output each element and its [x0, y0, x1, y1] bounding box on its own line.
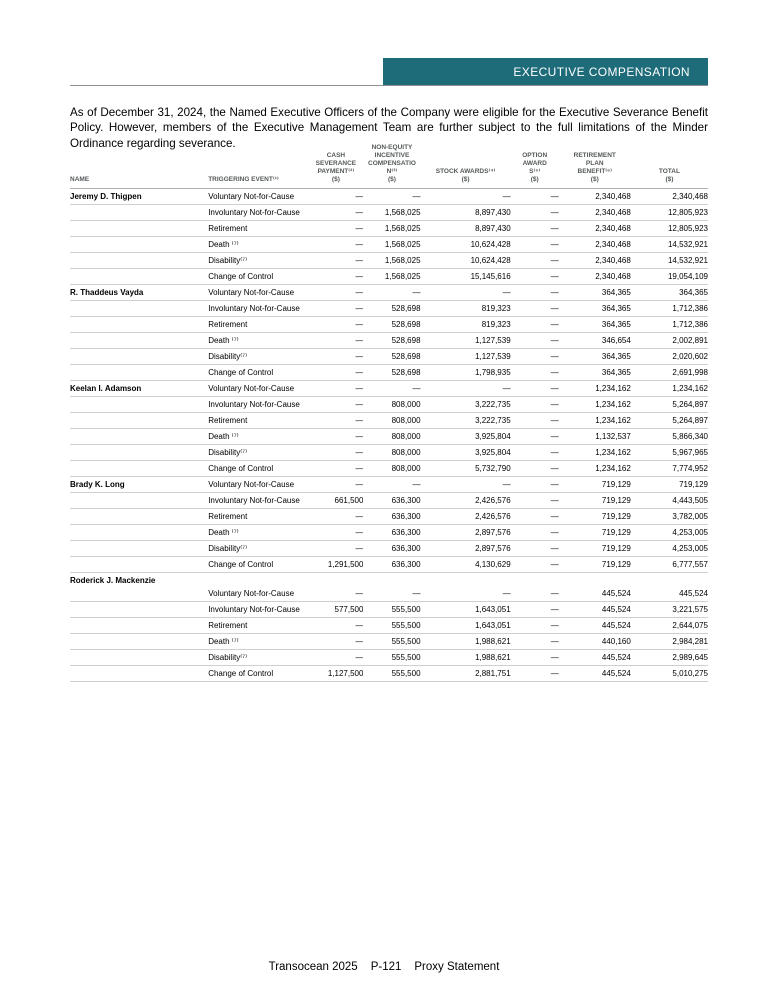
value-cell-retirement: 364,365 — [559, 285, 631, 301]
value-cell-non-equity: 636,300 — [363, 525, 420, 541]
name-spacer-cell — [70, 602, 208, 618]
footer-document: Proxy Statement — [414, 961, 500, 973]
table-row — [70, 541, 708, 557]
triggering-event-cell: Retirement — [208, 221, 308, 237]
value-cell-total: 445,524 — [631, 586, 708, 602]
name-spacer-cell — [70, 541, 208, 557]
value-cell-total: 1,712,386 — [631, 301, 708, 317]
table-row — [70, 557, 708, 573]
table-row — [70, 586, 708, 602]
section-banner-label: EXECUTIVE COMPENSATION — [513, 64, 690, 79]
value-cell-stock: 2,881,751 — [421, 666, 511, 682]
value-cell-retirement: 1,234,162 — [559, 445, 631, 461]
value-cell-stock: 3,925,804 — [421, 429, 511, 445]
value-cell-cash: — — [308, 301, 363, 317]
value-cell-non-equity: 636,300 — [363, 509, 420, 525]
name-spacer-cell — [70, 445, 208, 461]
value-cell-retirement: 440,160 — [559, 634, 631, 650]
name-spacer-cell — [70, 365, 208, 381]
table-row — [70, 317, 708, 333]
triggering-event-cell: Change of Control — [208, 666, 308, 682]
value-cell-retirement: 364,365 — [559, 301, 631, 317]
footer-company: Transocean 2025 — [268, 961, 358, 973]
value-cell-stock: — — [421, 477, 511, 493]
value-cell-non-equity: 636,300 — [363, 493, 420, 509]
value-cell-cash: — — [308, 381, 363, 397]
value-cell-non-equity: — — [363, 189, 420, 205]
value-cell-option: — — [511, 237, 559, 253]
table-row — [70, 413, 708, 429]
table-row — [70, 333, 708, 349]
value-cell-option: — — [511, 413, 559, 429]
table-row — [70, 461, 708, 477]
table-row — [70, 445, 708, 461]
value-cell-retirement: 1,132,537 — [559, 429, 631, 445]
value-cell-total: 5,264,897 — [631, 413, 708, 429]
triggering-event-cell: Death ⁽⁷⁾ — [208, 237, 308, 253]
value-cell-retirement: 719,129 — [559, 525, 631, 541]
value-cell-total: 3,221,575 — [631, 602, 708, 618]
triggering-event-cell: Death ⁽⁷⁾ — [208, 634, 308, 650]
value-cell-stock: — — [421, 586, 511, 602]
officer-name: Brady K. Long — [70, 477, 208, 493]
value-cell-cash: — — [308, 509, 363, 525]
value-cell-total: 4,443,505 — [631, 493, 708, 509]
triggering-event-cell: Retirement — [208, 413, 308, 429]
value-cell-stock: 8,897,430 — [421, 205, 511, 221]
value-cell-non-equity: 528,698 — [363, 301, 420, 317]
value-cell-stock: 10,624,428 — [421, 253, 511, 269]
value-cell-cash: — — [308, 525, 363, 541]
value-cell-option: — — [511, 650, 559, 666]
value-cell-non-equity: 1,568,025 — [363, 205, 420, 221]
table-row — [70, 301, 708, 317]
value-cell-option: — — [511, 189, 559, 205]
triggering-event-cell: Involuntary Not-for-Cause — [208, 205, 308, 221]
value-cell-non-equity: 1,568,025 — [363, 269, 420, 285]
value-cell-stock: 5,732,790 — [421, 461, 511, 477]
officer-name: Keelan I. Adamson — [70, 381, 208, 397]
value-cell-non-equity: 555,500 — [363, 618, 420, 634]
value-cell-stock: 1,643,051 — [421, 602, 511, 618]
column-header-retirement: RETIREMENT PLAN BENEFIT⁽⁶⁾ ($) — [559, 144, 631, 189]
name-spacer-cell — [70, 429, 208, 445]
value-cell-stock: 8,897,430 — [421, 221, 511, 237]
value-cell-cash: — — [308, 618, 363, 634]
value-cell-non-equity: — — [363, 477, 420, 493]
table-row — [70, 429, 708, 445]
column-header-name: NAME — [70, 144, 208, 189]
value-cell-cash: — — [308, 253, 363, 269]
value-cell-stock: 2,426,576 — [421, 493, 511, 509]
value-cell-stock: 2,897,576 — [421, 525, 511, 541]
table-row — [70, 285, 708, 301]
table-row — [70, 237, 708, 253]
officer-name: R. Thaddeus Vayda — [70, 285, 208, 301]
value-cell-non-equity: 1,568,025 — [363, 237, 420, 253]
column-header-non-equity: NON-EQUITY INCENTIVE COMPENSATIO N⁽³⁾ ($) — [363, 144, 420, 189]
triggering-event-cell: Involuntary Not-for-Cause — [208, 493, 308, 509]
triggering-event-cell: Involuntary Not-for-Cause — [208, 602, 308, 618]
value-cell-option: — — [511, 477, 559, 493]
name-spacer-cell — [70, 349, 208, 365]
value-cell-stock: 10,624,428 — [421, 237, 511, 253]
name-spacer-cell — [70, 397, 208, 413]
table-body — [70, 189, 708, 682]
value-cell-total: 4,253,005 — [631, 525, 708, 541]
value-cell-total: 5,264,897 — [631, 397, 708, 413]
value-cell-stock: 819,323 — [421, 301, 511, 317]
table-row — [70, 493, 708, 509]
value-cell-stock: 1,988,621 — [421, 634, 511, 650]
triggering-event-cell: Retirement — [208, 509, 308, 525]
value-cell-total: 5,866,340 — [631, 429, 708, 445]
value-cell-total: 12,805,923 — [631, 221, 708, 237]
value-cell-total: 14,532,921 — [631, 237, 708, 253]
value-cell-option: — — [511, 397, 559, 413]
value-cell-retirement: 364,365 — [559, 349, 631, 365]
value-cell-total: 3,782,005 — [631, 509, 708, 525]
intro-paragraph: As of December 31, 2024, the Named Executive Officers of the Company were eligible for the Executive Severance Benefit Policy. However, members of the Executive Management Team are further subject to the full limitations of the Minder Ordinance regarding severance. — [70, 105, 708, 150]
value-cell-retirement: 1,234,162 — [559, 397, 631, 413]
officer-name: Roderick J. Mackenzie — [70, 576, 156, 585]
triggering-event-cell: Disability⁽⁷⁾ — [208, 445, 308, 461]
triggering-event-cell: Voluntary Not-for-Cause — [208, 381, 308, 397]
value-cell-retirement: 445,524 — [559, 666, 631, 682]
value-cell-total: 14,532,921 — [631, 253, 708, 269]
table-row — [70, 477, 708, 493]
value-cell-retirement: 445,524 — [559, 618, 631, 634]
value-cell-retirement: 2,340,468 — [559, 221, 631, 237]
value-cell-cash: 661,500 — [308, 493, 363, 509]
name-spacer-cell — [70, 333, 208, 349]
value-cell-option: — — [511, 269, 559, 285]
value-cell-non-equity: 636,300 — [363, 557, 420, 573]
value-cell-stock: 15,145,616 — [421, 269, 511, 285]
name-spacer-cell — [70, 317, 208, 333]
triggering-event-cell: Disability⁽⁷⁾ — [208, 650, 308, 666]
value-cell-cash: — — [308, 541, 363, 557]
table-row — [70, 269, 708, 285]
column-header-event: TRIGGERING EVENT⁽¹⁾ — [208, 144, 308, 189]
name-spacer-cell — [70, 666, 208, 682]
value-cell-non-equity: 808,000 — [363, 461, 420, 477]
name-spacer-cell — [70, 557, 208, 573]
name-spacer-cell — [70, 586, 208, 602]
value-cell-non-equity: 528,698 — [363, 317, 420, 333]
value-cell-stock: 1,127,539 — [421, 333, 511, 349]
table-row — [70, 618, 708, 634]
value-cell-stock: 3,925,804 — [421, 445, 511, 461]
value-cell-option: — — [511, 602, 559, 618]
triggering-event-cell: Change of Control — [208, 557, 308, 573]
value-cell-total: 2,984,281 — [631, 634, 708, 650]
value-cell-total: 2,644,075 — [631, 618, 708, 634]
triggering-event-cell: Involuntary Not-for-Cause — [208, 301, 308, 317]
value-cell-stock: 1,127,539 — [421, 349, 511, 365]
name-spacer-cell — [70, 509, 208, 525]
table-row — [70, 189, 708, 205]
value-cell-retirement: 2,340,468 — [559, 205, 631, 221]
name-spacer-cell — [70, 301, 208, 317]
page-footer — [0, 961, 768, 973]
table-row — [70, 509, 708, 525]
name-spacer-cell — [70, 634, 208, 650]
value-cell-retirement: 1,234,162 — [559, 413, 631, 429]
column-header-total: TOTAL ($) — [631, 144, 708, 189]
triggering-event-cell: Voluntary Not-for-Cause — [208, 189, 308, 205]
footer-page-number: P-121 — [370, 961, 402, 973]
value-cell-option: — — [511, 557, 559, 573]
value-cell-cash: — — [308, 221, 363, 237]
value-cell-non-equity: 808,000 — [363, 397, 420, 413]
value-cell-non-equity: 528,698 — [363, 349, 420, 365]
value-cell-total: 2,691,998 — [631, 365, 708, 381]
value-cell-total: 1,712,386 — [631, 317, 708, 333]
table-row — [70, 602, 708, 618]
value-cell-option: — — [511, 429, 559, 445]
value-cell-cash: — — [308, 205, 363, 221]
triggering-event-cell: Voluntary Not-for-Cause — [208, 285, 308, 301]
value-cell-option: — — [511, 493, 559, 509]
table-row — [70, 381, 708, 397]
triggering-event-cell: Retirement — [208, 317, 308, 333]
value-cell-stock: 2,897,576 — [421, 541, 511, 557]
value-cell-total: 19,054,109 — [631, 269, 708, 285]
value-cell-option: — — [511, 586, 559, 602]
value-cell-option: — — [511, 618, 559, 634]
officer-name-row — [70, 573, 708, 587]
value-cell-retirement: 719,129 — [559, 477, 631, 493]
value-cell-cash: — — [308, 634, 363, 650]
value-cell-option: — — [511, 541, 559, 557]
value-cell-option: — — [511, 381, 559, 397]
value-cell-non-equity: 528,698 — [363, 333, 420, 349]
value-cell-option: — — [511, 461, 559, 477]
triggering-event-cell: Death ⁽⁷⁾ — [208, 525, 308, 541]
value-cell-option: — — [511, 634, 559, 650]
section-banner — [383, 58, 708, 85]
value-cell-option: — — [511, 285, 559, 301]
triggering-event-cell: Death ⁽⁷⁾ — [208, 429, 308, 445]
table-row — [70, 634, 708, 650]
value-cell-option: — — [511, 301, 559, 317]
value-cell-retirement: 445,524 — [559, 650, 631, 666]
table-header-row — [70, 144, 708, 189]
value-cell-option: — — [511, 205, 559, 221]
value-cell-cash: — — [308, 650, 363, 666]
triggering-event-cell: Voluntary Not-for-Cause — [208, 586, 308, 602]
value-cell-total: 5,967,965 — [631, 445, 708, 461]
value-cell-cash: — — [308, 477, 363, 493]
value-cell-total: 719,129 — [631, 477, 708, 493]
value-cell-total: 2,002,891 — [631, 333, 708, 349]
value-cell-retirement: 719,129 — [559, 493, 631, 509]
value-cell-retirement: 445,524 — [559, 602, 631, 618]
value-cell-total: 1,234,162 — [631, 381, 708, 397]
triggering-event-cell: Voluntary Not-for-Cause — [208, 477, 308, 493]
value-cell-non-equity: 555,500 — [363, 666, 420, 682]
triggering-event-cell: Involuntary Not-for-Cause — [208, 397, 308, 413]
value-cell-stock: 3,222,735 — [421, 397, 511, 413]
value-cell-retirement: 364,365 — [559, 365, 631, 381]
value-cell-option: — — [511, 445, 559, 461]
column-header-stock: STOCK AWARDS⁽⁴⁾ ($) — [421, 144, 511, 189]
table-row — [70, 397, 708, 413]
value-cell-option: — — [511, 509, 559, 525]
value-cell-retirement: 2,340,468 — [559, 189, 631, 205]
value-cell-option: — — [511, 365, 559, 381]
table-header — [70, 144, 708, 189]
value-cell-non-equity: 528,698 — [363, 365, 420, 381]
value-cell-option: — — [511, 525, 559, 541]
value-cell-total: 4,253,005 — [631, 541, 708, 557]
name-spacer-cell — [70, 525, 208, 541]
value-cell-retirement: 719,129 — [559, 541, 631, 557]
severance-table — [70, 144, 708, 682]
value-cell-non-equity: 808,000 — [363, 445, 420, 461]
name-spacer-cell — [70, 461, 208, 477]
name-spacer-cell — [70, 650, 208, 666]
value-cell-non-equity: — — [363, 381, 420, 397]
value-cell-stock: 2,426,576 — [421, 509, 511, 525]
triggering-event-cell: Retirement — [208, 618, 308, 634]
triggering-event-cell: Disability⁽⁷⁾ — [208, 349, 308, 365]
value-cell-cash: — — [308, 413, 363, 429]
value-cell-total: 2,989,645 — [631, 650, 708, 666]
value-cell-total: 7,774,952 — [631, 461, 708, 477]
value-cell-retirement: 1,234,162 — [559, 461, 631, 477]
name-spacer-cell — [70, 269, 208, 285]
value-cell-cash: — — [308, 365, 363, 381]
value-cell-stock: 1,643,051 — [421, 618, 511, 634]
value-cell-non-equity: 808,000 — [363, 429, 420, 445]
triggering-event-cell: Disability⁽⁷⁾ — [208, 253, 308, 269]
value-cell-total: 364,365 — [631, 285, 708, 301]
value-cell-option: — — [511, 666, 559, 682]
table-row — [70, 365, 708, 381]
table-row — [70, 221, 708, 237]
value-cell-cash: — — [308, 445, 363, 461]
column-header-cash: CASH SEVERANCE PAYMENT⁽²⁾ ($) — [308, 144, 363, 189]
value-cell-cash: 1,291,500 — [308, 557, 363, 573]
value-cell-total: 6,777,557 — [631, 557, 708, 573]
value-cell-cash: — — [308, 237, 363, 253]
value-cell-cash: — — [308, 397, 363, 413]
page-header — [70, 0, 708, 86]
name-spacer-cell — [70, 205, 208, 221]
value-cell-stock: 1,988,621 — [421, 650, 511, 666]
value-cell-option: — — [511, 221, 559, 237]
name-spacer-cell — [70, 221, 208, 237]
value-cell-cash: — — [308, 586, 363, 602]
value-cell-non-equity: — — [363, 586, 420, 602]
triggering-event-cell: Change of Control — [208, 269, 308, 285]
value-cell-total: 5,010,275 — [631, 666, 708, 682]
value-cell-cash: — — [308, 317, 363, 333]
value-cell-stock: — — [421, 381, 511, 397]
value-cell-cash: — — [308, 429, 363, 445]
table-row — [70, 525, 708, 541]
value-cell-cash: — — [308, 285, 363, 301]
triggering-event-cell: Change of Control — [208, 365, 308, 381]
value-cell-stock: 819,323 — [421, 317, 511, 333]
name-spacer-cell — [70, 237, 208, 253]
value-cell-total: 2,340,468 — [631, 189, 708, 205]
value-cell-non-equity: — — [363, 285, 420, 301]
name-spacer-cell — [70, 413, 208, 429]
value-cell-retirement: 2,340,468 — [559, 253, 631, 269]
name-spacer-cell — [70, 493, 208, 509]
value-cell-stock: 4,130,629 — [421, 557, 511, 573]
value-cell-retirement: 364,365 — [559, 317, 631, 333]
value-cell-retirement: 2,340,468 — [559, 269, 631, 285]
value-cell-non-equity: 636,300 — [363, 541, 420, 557]
value-cell-non-equity: 1,568,025 — [363, 221, 420, 237]
column-header-option: OPTION AWARD S⁽⁵⁾ ($) — [511, 144, 559, 189]
value-cell-cash: — — [308, 333, 363, 349]
value-cell-retirement: 719,129 — [559, 557, 631, 573]
value-cell-non-equity: 808,000 — [363, 413, 420, 429]
name-spacer-cell — [70, 253, 208, 269]
value-cell-retirement: 719,129 — [559, 509, 631, 525]
triggering-event-cell: Change of Control — [208, 461, 308, 477]
value-cell-stock: 1,798,935 — [421, 365, 511, 381]
value-cell-cash: 1,127,500 — [308, 666, 363, 682]
table-row — [70, 205, 708, 221]
value-cell-option: — — [511, 317, 559, 333]
value-cell-total: 2,020,602 — [631, 349, 708, 365]
value-cell-option: — — [511, 333, 559, 349]
value-cell-retirement: 1,234,162 — [559, 381, 631, 397]
name-spacer-cell — [70, 618, 208, 634]
value-cell-stock: — — [421, 285, 511, 301]
officer-name: Jeremy D. Thigpen — [70, 189, 208, 205]
value-cell-stock: 3,222,735 — [421, 413, 511, 429]
table-row — [70, 253, 708, 269]
value-cell-non-equity: 1,568,025 — [363, 253, 420, 269]
value-cell-cash: — — [308, 461, 363, 477]
value-cell-non-equity: 555,500 — [363, 650, 420, 666]
value-cell-option: — — [511, 253, 559, 269]
value-cell-non-equity: 555,500 — [363, 602, 420, 618]
value-cell-non-equity: 555,500 — [363, 634, 420, 650]
triggering-event-cell: Death ⁽⁷⁾ — [208, 333, 308, 349]
table-row — [70, 666, 708, 682]
value-cell-cash: — — [308, 189, 363, 205]
table-row — [70, 650, 708, 666]
value-cell-cash: — — [308, 349, 363, 365]
value-cell-retirement: 445,524 — [559, 586, 631, 602]
triggering-event-cell: Disability⁽⁷⁾ — [208, 541, 308, 557]
table-row — [70, 349, 708, 365]
value-cell-retirement: 2,340,468 — [559, 237, 631, 253]
value-cell-total: 12,805,923 — [631, 205, 708, 221]
value-cell-stock: — — [421, 189, 511, 205]
value-cell-option: — — [511, 349, 559, 365]
value-cell-retirement: 346,654 — [559, 333, 631, 349]
value-cell-cash: — — [308, 269, 363, 285]
value-cell-cash: 577,500 — [308, 602, 363, 618]
